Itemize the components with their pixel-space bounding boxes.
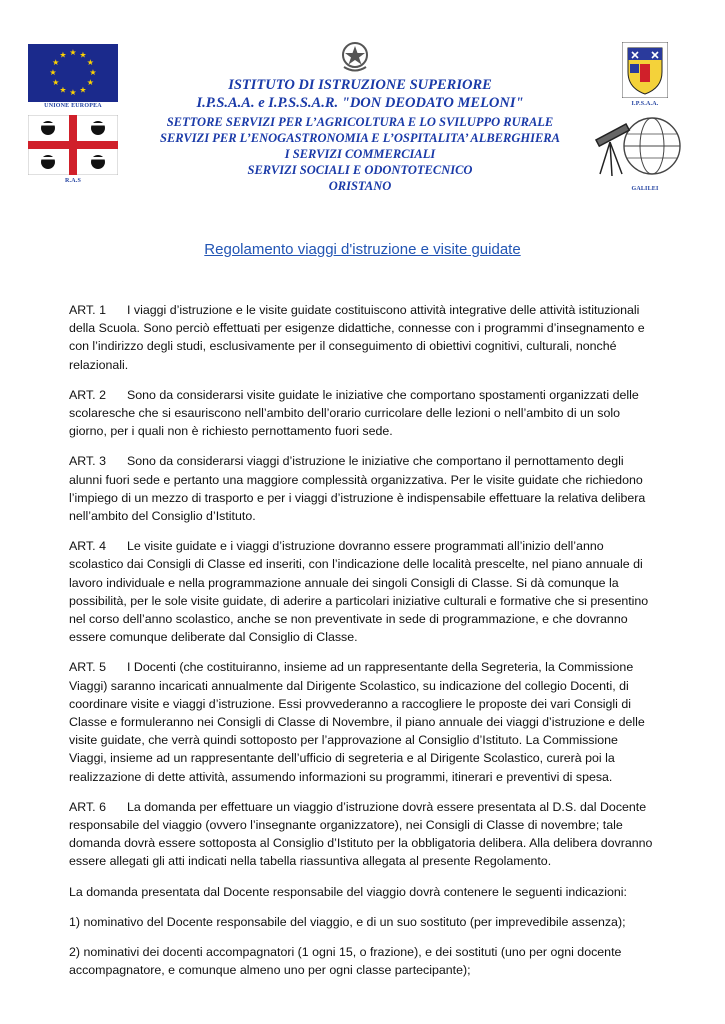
article-text: Sono da considerarsi visite guidate le iniziative che comportano spostamenti organizzati delle scolaresche che si esauriscono nell’ambito dell’orario curricolare delle lezioni o nell’ambito di un solo giorno, per i quali non è richiesto pernottamento fuori sede. [69,387,639,439]
ras-caption: R.A.S [64,178,81,184]
list-item-1: 1) nominativo del Docente responsabile del viaggio, e di un suo sostituto (per imprevedibile assenza); [69,914,626,929]
document-title: Regolamento viaggi d'istruzione e visite guidate [204,241,521,258]
svg-text:★: ★ [86,58,94,67]
svg-text:★: ★ [49,68,57,77]
sector-line-1: SETTORE SERVIZI PER L’AGRICOLTURA E LO SVILUPPO RURALE [166,115,554,129]
article-label: ART. 2 [69,387,106,402]
article-3 [69,452,657,525]
sector-line-3: I SERVIZI COMMERCIALI [284,147,436,161]
galilei-caption: GALILEI [631,186,659,192]
sardinia-flag-logo [28,115,118,175]
article-text: Le visite guidate e i viaggi d’istruzione dovranno essere programmati all’inizio dell’anno scolastico dai Consigli di Classe ed inseriti, con l’indicazione delle località prescelte, nel piano annuale di lavoro individuale e nella programmazione annuale dei singoli Consigli di Classe. Si dà comunque la possibilità, per le sole visite guidate, di aderire a particolari iniziative culturali e formative che si presentino nel corso dell’anno scolastico, anche se non preventivate in sede di programmazione, e che dovranno essere comunque deliberate dal Consiglio di Classe. [69,539,649,645]
svg-text:★: ★ [52,58,60,67]
galilei-telescope-globe-logo [590,112,686,182]
article-text: La domanda per effettuare un viaggio d’istruzione dovrà essere presentata al D.S. dal Docente responsabile del viaggio (ovvero l’insegnante organizzatore), nei Consigli di Classe di novembre; tale domanda dovrà essere sottoposta al Consiglio d’Istituto per la obbligatoria delibera. Alla delibera dovranno essere allegati gli atti indicati nella tabella riassuntiva allegata al presente Regolamento. [69,799,653,869]
article-label: ART. 4 [69,539,106,554]
svg-text:★: ★ [52,78,60,87]
ipsaa-caption: I.P.S.A.A. [631,101,659,107]
article-4 [69,537,657,646]
italian-republic-emblem [340,40,370,74]
svg-text:★: ★ [89,68,97,77]
article-text: I Docenti (che costituiranno, insieme ad un rappresentante della Segreteria, la Commissione Viaggi) saranno incaricati annualmente dal Dirigente Scolastico, su indicazione del collegio Docenti, di coordinare visite e viaggi d’istruzione. Essi provvederanno a raccogliere le proposte dei vari Consigli di Classe e formuleranno nei Consigli di Classe di Novembre, il piano annuale dei viaggi d’istruzione e delle visite guidate, che verrà quindi sottoposto per l’approvazione al Consiglio d’Istituto. La Commissione Viaggi, insieme ad un rappresentante dell’ufficio di segreteria e al Dirigente Scolastico, curerà poi la realizzazione di dette attività, assumendo informazioni su programmi, itinerari e preventivi di spesa. [69,660,645,784]
article-text: Sono da considerarsi viaggi d’istruzione le iniziative che comportano il pernottamento degli alunni fuori sede e pertanto una maggiore complessità organizzativa. Per le visite guidate che richiedono l’impiego di un mezzo di trasporto e per i viaggi d’istruzione è indispensabile effettuare la relativa delibera nell’ambito del Consiglio d’Istituto. [69,454,646,524]
article-label: ART. 5 [69,660,106,675]
article-text: I viaggi d’istruzione e le visite guidate costituiscono attività integrative delle attività istituzionali della Scuola. Sono perciò effettuati per esigenze didattiche, connesse con i programmi d’insegnamento e con l’indirizzo degli studi, esclusivamente per il conseguimento di obiettivi cognitivi, culturali, nonché relazionali. [69,303,645,372]
document-body [69,301,657,992]
sector-line-4: SERVIZI SOCIALI E ODONTOTECNICO [247,163,473,177]
ipsaa-shield-logo [622,42,668,98]
svg-text:★: ★ [79,85,87,95]
svg-text:★: ★ [59,50,67,60]
article-label: ART. 3 [69,454,106,469]
eu-flag-logo [28,44,118,102]
svg-text:★: ★ [86,78,94,87]
article-5 [69,658,657,785]
svg-text:★: ★ [79,50,87,60]
sector-line-2: SERVIZI PER L’ENOGASTRONOMIA E L’OSPITALITA’ ALBERGHIERA [160,131,560,145]
article-label: ART. 1 [69,303,106,317]
article-2 [69,386,657,441]
list-intro: La domanda presentata dal Docente responsabile del viaggio dovrà contenere le seguenti indicazioni: [69,884,627,899]
sector-line-5: ORISTANO [328,179,392,193]
svg-text:★: ★ [59,85,67,95]
institute-name-line1: ISTITUTO DI ISTRUZIONE SUPERIORE [228,77,492,93]
svg-text:★: ★ [69,88,77,97]
svg-text:★: ★ [69,48,77,57]
institute-name-line2: I.P.S.A.A. e I.P.S.S.A.R. "DON DEODATO MELONI" [196,95,524,111]
article-label: ART. 6 [69,799,106,814]
eu-caption: UNIONE EUROPEA [44,103,102,109]
article-1 [69,301,657,374]
list-item-2: 2) nominativi dei docenti accompagnatori (1 ogni 15, o frazione), e dei sostituti (uno per ogni docente accompagnatore, e comunque almeno uno per ogni classe partecipante); [69,945,622,978]
article-6 [69,798,657,871]
